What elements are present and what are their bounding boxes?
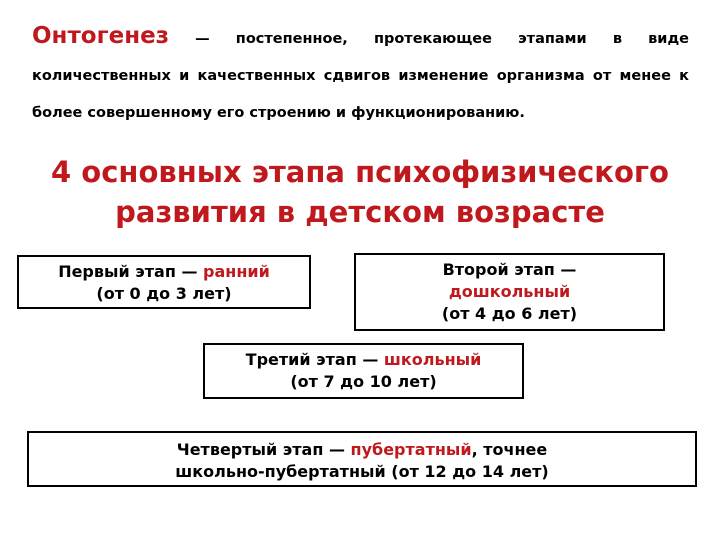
stage-age-range: (от 0 до 3 лет) <box>96 284 232 303</box>
stage-prefix: Третий этап — <box>245 350 384 369</box>
stage-age-range: (от 4 до 6 лет) <box>441 304 578 323</box>
stage-box-second <box>354 253 665 331</box>
term-ontogenesis: Онтогенез <box>32 23 170 49</box>
stage-name: дошкольный <box>448 282 571 301</box>
stage-title-line <box>205 349 522 371</box>
stage-title-line <box>29 439 695 461</box>
page-heading: 4 основных этапа психофизического развития в детском возрасте <box>51 155 669 229</box>
ontogenesis-definition <box>32 18 689 132</box>
stage-name: пубертатный <box>350 440 472 459</box>
stage-box-fourth <box>27 431 697 487</box>
stage-prefix: Первый этап — <box>58 262 204 281</box>
definition-text: — постепенное, протекающее этапами в виде количественных и качественных сдвигов изменение организма от менее к более совершенному его строению и функционированию. <box>32 31 689 121</box>
stage-box-first <box>17 255 311 309</box>
stage-name: школьный <box>383 350 482 369</box>
stage-box-third <box>203 343 524 399</box>
stage-prefix: Четвертый этап — <box>176 440 351 459</box>
stage-prefix: Второй этап — <box>442 260 577 279</box>
stage-age-range: (от 7 до 10 лет) <box>290 372 437 391</box>
stage-suffix: , точнее <box>471 440 548 459</box>
stage-name: ранний <box>203 262 270 281</box>
stage-age-range: школьно-пубертатный (от 12 до 14 лет) <box>175 462 549 481</box>
stage-title-line <box>19 261 309 283</box>
